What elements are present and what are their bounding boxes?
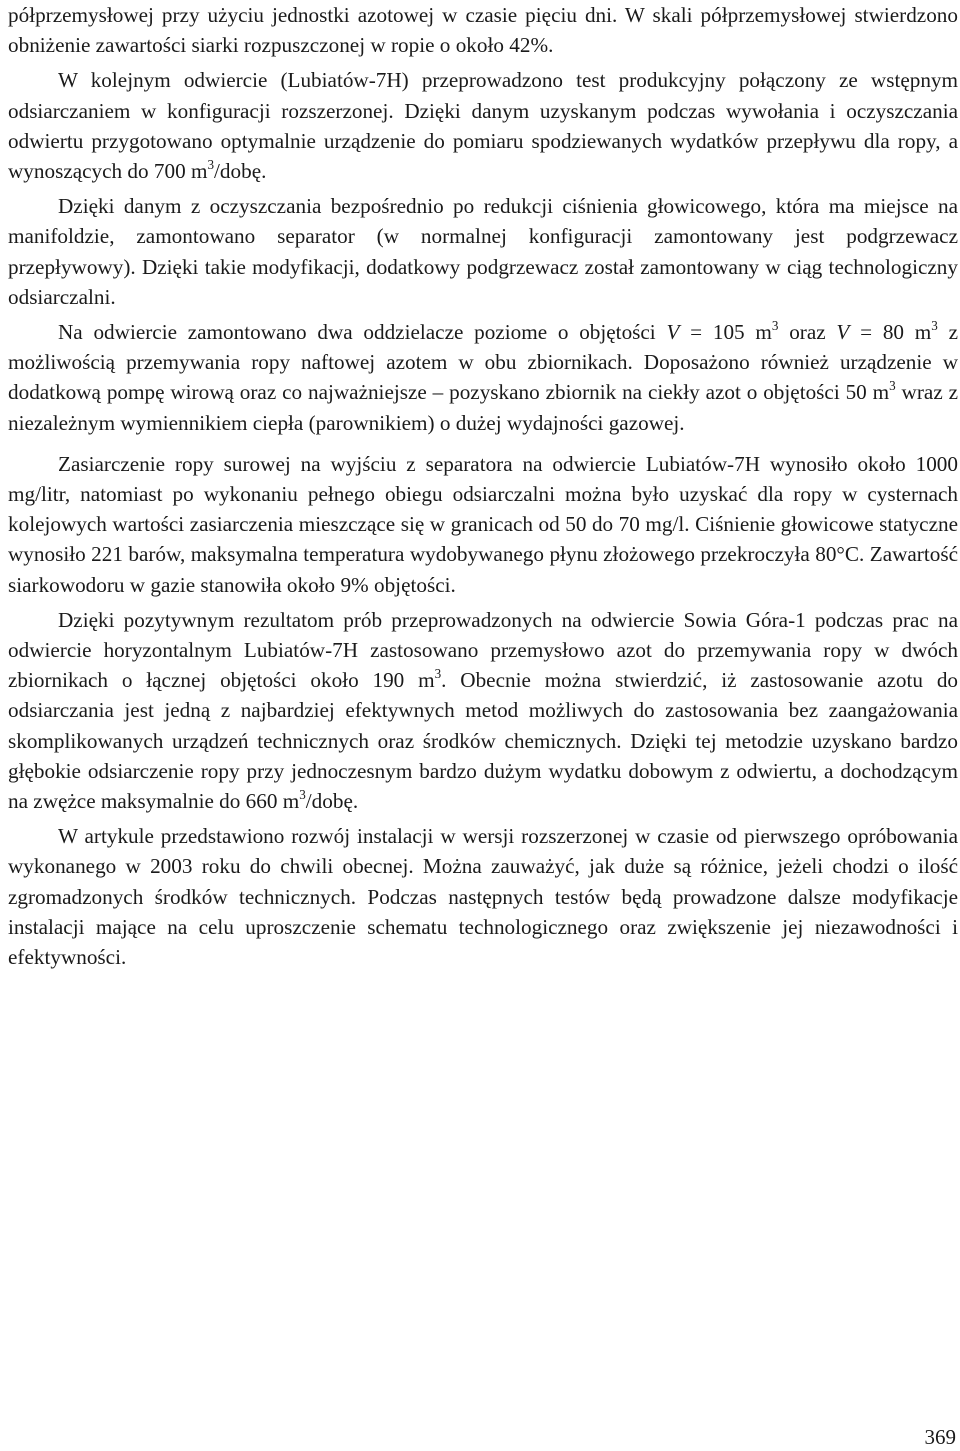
- paragraph: Dzięki pozytywnym rezultatom prób przeprowadzonych na odwiercie Sowia Góra-1 podczas prac na odwiercie horyzontalnym Lubiatów-7H zastosowano przemysłowo azot do przemywania ropy w dwóch zbiornikach o łącznej objętości około 190 $m^3$. Obecnie można stwierdzić, iż zastosowanie azotu do odsiarczania jest jedną z najbardziej efektywnych metod możliwych do zastosowania bez zaangażowania skomplikowanych urządzeń technicznych oraz środków chemicznych. Dzięki tej metodzie uzyskano bardzo głębokie odsiarczenie ropy przy jednoczesnym bardzo dużym wydatku dobowym z odwiertu, a dochodzącym na zwężce maksymalnie do 660 $m^3$/dobę.: [8, 607, 959, 814]
- superscript: 3: [207, 156, 215, 172]
- superscript: 3: [434, 665, 442, 681]
- paragraph: Dzięki danym z oczyszczania bezpośrednio po redukcji ciśnienia głowicowego, która ma miejsce na manifoldzie, zamontowano separator (w normalnej konfiguracji zamontowany jest podgrzewacz przepływowy). Dzięki takie modyfikacji, dodatkowy podgrzewacz został zamontowany w ciąg technologiczny odsiarczalni.: [8, 194, 958, 309]
- superscript: 3: [931, 317, 938, 333]
- italic-variable: V: [836, 320, 850, 345]
- paragraph: Na odwiercie zamontowano dwa oddzielacze poziome o objętości V = 105 $m^3$ oraz V = 80 $m^3$ z możliwością przemywania ropy naftowej azotem w obu zbiornikach. Doposażono również urządzenie w dodatkową pompę wirową oraz co najważniejsze – pozyskano zbiornik na ciekły azot o objętości 50 $m^3$ wraz z niezależnym wymiennikiem ciepła (parownikiem) o dużej wydajności gazowej.: [8, 317, 958, 435]
- article-body: [8, 0, 958, 972]
- page-number: 369: [924, 1425, 956, 1449]
- superscript: 3: [299, 786, 306, 802]
- italic-variable: V: [666, 320, 680, 345]
- paragraph: półprzemysłowej przy użyciu jednostki azotowej w czasie pięciu dni. W skali półprzemysłowej stwierdzono obniżenie zawartości siarki rozpuszczonej w ropie o około 42%.: [8, 3, 958, 58]
- paragraph: Zasiarczenie ropy surowej na wyjściu z separatora na odwiercie Lubiatów-7H wynosiło około 1000 mg/litr, natomiast po wykonaniu pełnego obiegu odsiarczalni można było uzyskać dla ropy w cysternach kolejowych wartości zasiarczenia mieszczące się w granicach od 50 do 70 mg/l. Ciśnienie głowicowe statyczne wynosiło 221 barów, maksymalna temperatura wydobywanego płynu złożowego przekroczyła 80°C. Zawartość siarkowodoru w gazie stanowiła około 9% objętości.: [8, 451, 958, 597]
- paragraph: W kolejnym odwiercie (Lubiatów-7H) przeprowadzono test produkcyjny połączony ze wstępnym odsiarczaniem w konfiguracji rozszerzonej. Dzięki danym uzyskanym podczas wywołania i oczyszczania odwiertu przygotowano optymalnie urządzenie do pomiaru spodziewanych wydatków przepływu dla ropy, a wynoszących do 700 $m^3$/dobę.: [8, 68, 958, 184]
- superscript: 3: [771, 317, 779, 333]
- paragraph: W artykule przedstawiono rozwój instalacji w wersji rozszerzonej w czasie od pierwszego opróbowania wykonanego w 2003 roku do chwili obecnej. Można zauważyć, jak duże są różnice, jeżeli chodzi o ilość zgromadzonych środków technicznych. Podczas następnych testów będą prowadzone dalsze modyfikacje instalacji mające na celu uproszczenie schematu technologicznego oraz zwiększenie jej niezawodności i efektywności.: [8, 824, 958, 970]
- superscript: 3: [889, 378, 896, 394]
